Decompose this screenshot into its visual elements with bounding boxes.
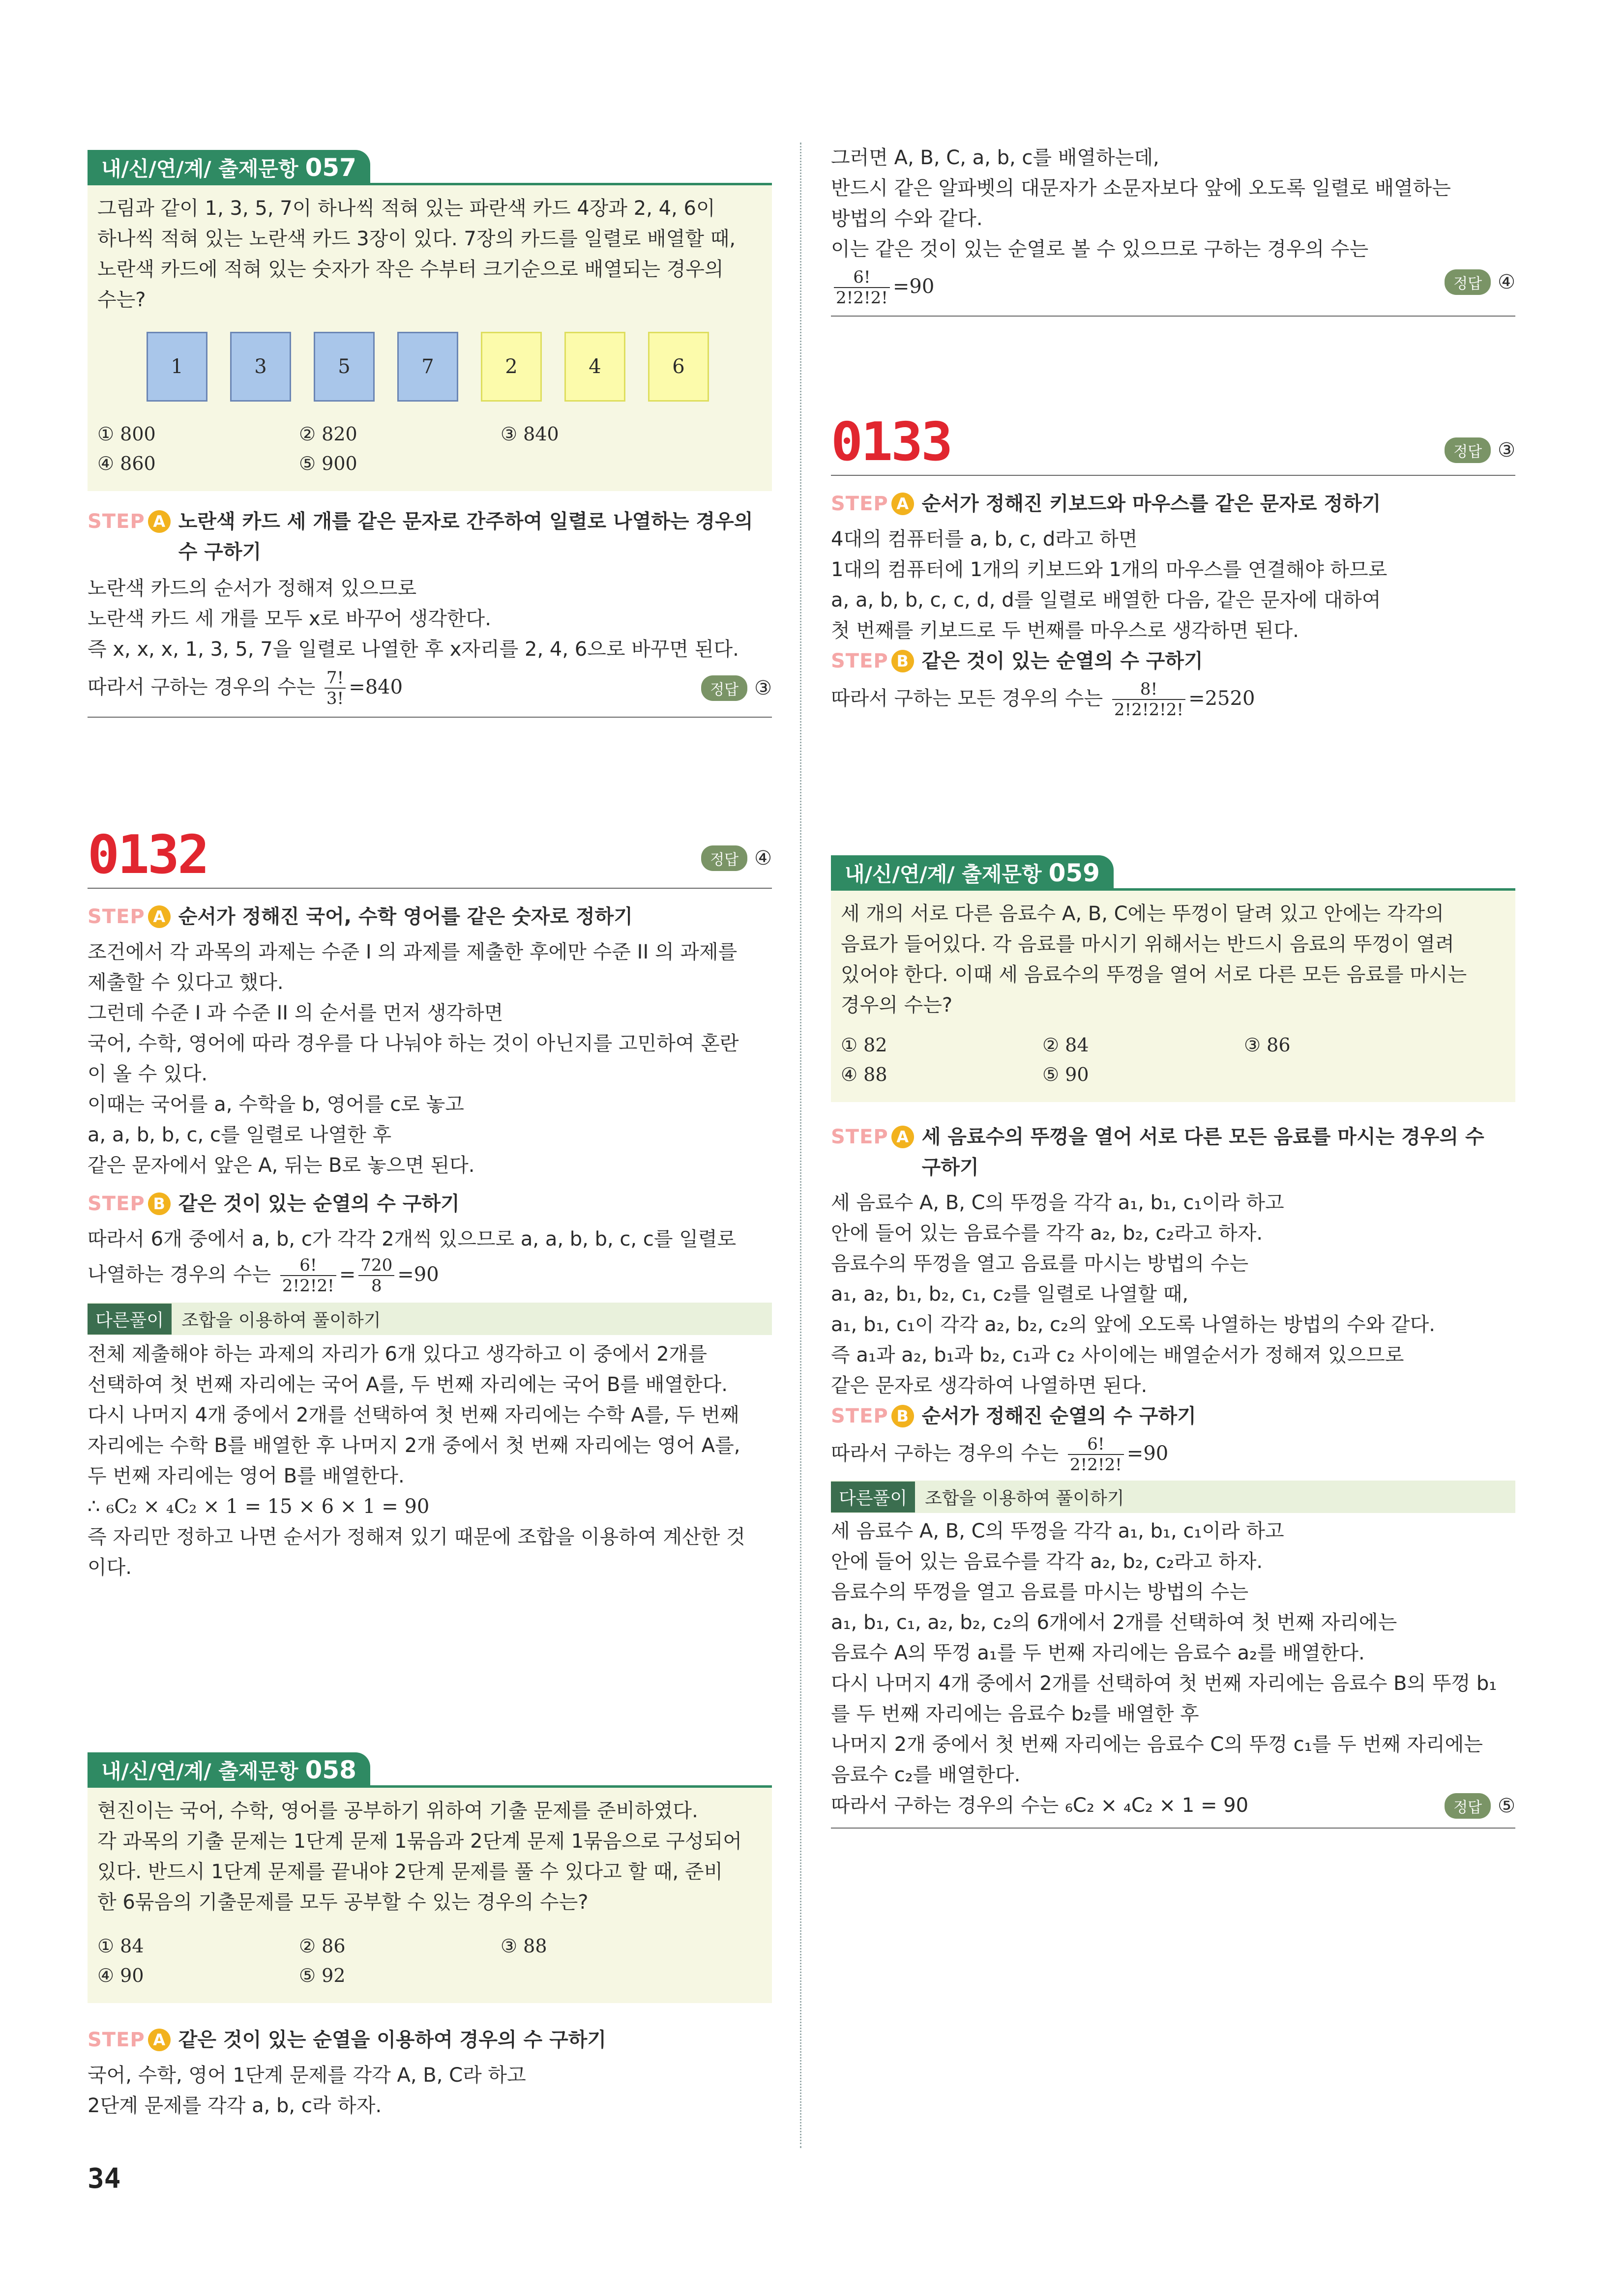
question-line: 노란색 카드에 적혀 있는 숫자가 작은 수부터 크기순으로 배열되는 경우의: [97, 258, 724, 281]
step-title: 순서가 정해진 순열의 수 구하기: [921, 1405, 1196, 1427]
alt-line: 선택하여 첫 번째 자리에는 국어 A를, 두 번째 자리에는 국어 B를 배열한다.: [88, 1373, 728, 1396]
step-a: STEP A 같은 것이 있는 순열을 이용하여 경우의 수 구하기: [88, 2025, 772, 2055]
banner-number: 057: [305, 153, 356, 182]
question-line: 음료가 들어있다. 각 음료를 마시기 위해서는 반드시 음료의 뚜껑이 열려: [841, 933, 1454, 956]
option[interactable]: ④ 88: [841, 1064, 887, 1085]
alt-line: 음료수 c₂를 배열한다.: [831, 1764, 1021, 1786]
solution-line: 세 음료수 A, B, C의 뚜껑을 각각 a₁, b₁, c₁이라 하고: [831, 1192, 1284, 1214]
step-title: 같은 것이 있는 순열의 수 구하기: [178, 1192, 460, 1215]
solution-057: [88, 506, 772, 718]
solution-line: 같은 문자에서 앞은 A, 뒤는 B로 놓으면 된다.: [88, 1154, 475, 1177]
problem-058: [88, 1752, 772, 2121]
result-row: 따라서 구하는 경우의 수는 $\frac{6!}{2!2!2!}$ =90: [831, 1434, 1169, 1475]
step-title: 순서가 정해진 국어, 수학 영어를 같은 숫자로 정하기: [178, 905, 633, 928]
solution-line: 즉 a₁과 a₂, b₁과 b₂, c₁과 c₂ 사이에는 배열순서가 정해져 있으므로: [831, 1344, 1404, 1366]
solution-line: 국어, 수학, 영어에 따라 경우를 다 나눠야 하는 것이 아닌지를 고민하여 혼란: [88, 1032, 739, 1055]
alt-line: 음료수 A의 뚜껑 a₁를 두 번째 자리에는 음료수 a₂를 배열한다.: [831, 1642, 1365, 1664]
step-b: STEP B 같은 것이 있는 순열의 수 구하기: [88, 1189, 772, 1219]
solution-line: 그러면 A, B, C, a, b, c를 배열하는데,: [831, 146, 1159, 169]
solution-line: 조건에서 각 과목의 과제는 수준 I 의 과제를 제출한 후에만 수준 II 의 과제를: [88, 941, 738, 963]
step-title: 세 음료수의 뚜껑을 열어 서로 다른 모든 음료를 마시는 경우의 수 구하기: [921, 1126, 1484, 1179]
option[interactable]: ⑤ 90: [1042, 1064, 1089, 1085]
result-text: 따라서 구하는 경우의 수는: [88, 676, 316, 698]
alt-line: 다시 나머지 4개 중에서 2개를 선택하여 첫 번째 자리에는 음료수 B의 뚜껑 b₁: [831, 1672, 1497, 1695]
alt-solution-tag: 다른풀이: [88, 1304, 172, 1335]
option[interactable]: ① 84: [97, 1935, 144, 1957]
step-badge: A: [148, 905, 171, 928]
alt-line: 이다.: [88, 1556, 132, 1579]
solution-058-continued: [831, 143, 1515, 317]
alt-line: 음료수의 뚜껑을 열고 음료를 마시는 방법의 수는: [831, 1581, 1249, 1603]
solution-line: 같은 문자로 생각하여 나열하면 된다.: [831, 1374, 1148, 1397]
solution-line: 노란색 카드 세 개를 모두 x로 바꾸어 생각한다.: [88, 608, 491, 630]
question-line: 각 과목의 기출 문제는 1단계 문제 1묶음과 2단계 문제 1묶음으로 구성되어: [97, 1830, 742, 1853]
step-title: 같은 것이 있는 순열을 이용하여 경우의 수 구하기: [178, 2029, 607, 2051]
column-divider: [800, 143, 801, 2148]
solution-line: 안에 들어 있는 음료수를 각각 a₂, b₂, c₂라고 하자.: [831, 1222, 1263, 1245]
step-a: STEP A 세 음료수의 뚜껑을 열어 서로 다른 모든 음료를 마시는 경우의 수 구하기: [831, 1122, 1515, 1183]
blue-card: 1: [147, 332, 207, 402]
options: [841, 1030, 1506, 1089]
option[interactable]: ⑤ 92: [299, 1965, 346, 1986]
alt-line: 를 두 번째 자리에는 음료수 b₂를 배열한 후: [831, 1703, 1199, 1725]
problem-057: [88, 150, 772, 491]
alt-solution-header: [831, 1481, 1515, 1513]
banner-tag: 내/신/연/계/ 출제문항 059: [831, 855, 1114, 891]
fraction: $\frac{6!}{2!2!2!}$: [1068, 1434, 1124, 1475]
option[interactable]: ③ 840: [501, 423, 559, 445]
blue-card: 7: [397, 332, 458, 402]
step-badge: B: [148, 1192, 171, 1215]
solution-line: 제출할 수 있다고 했다.: [88, 971, 284, 994]
question-line: 그림과 같이 1, 3, 5, 7이 하나씩 적혀 있는 파란색 카드 4장과 2, 4, 6이: [97, 197, 715, 220]
step-b: STEP B 같은 것이 있는 순열의 수 구하기: [831, 646, 1515, 676]
result-row: 따라서 구하는 모든 경우의 수는 $\frac{8!}{2!2!2!2!}$ =2520: [831, 679, 1255, 720]
question-line: 한 6묶음의 기출문제를 모두 공부할 수 있는 경우의 수는?: [97, 1891, 589, 1914]
fraction: $\frac{6!}{2!2!2!}$: [834, 267, 890, 308]
step-badge: A: [148, 510, 171, 533]
fraction: $\frac{720}{8}$: [358, 1255, 394, 1296]
answer-badge: 정답 ④: [701, 845, 772, 871]
alt-solution-header: [88, 1303, 772, 1335]
banner-058: [88, 1752, 772, 1788]
solution-line: 그런데 수준 I 과 수준 II 의 순서를 먼저 생각하면: [88, 1002, 503, 1024]
solution-line: 국어, 수학, 영어 1단계 문제를 각각 A, B, C라 하고: [88, 2064, 526, 2087]
option[interactable]: ③ 88: [501, 1935, 547, 1957]
alt-line: ∴ ₆C₂ × ₄C₂ × 1 = 15 × 6 × 1 = 90: [88, 1495, 430, 1518]
alt-solution-tag: 다른풀이: [831, 1482, 915, 1512]
answer-badge: 정답 ④: [1445, 269, 1515, 295]
result-value: =840: [349, 676, 403, 698]
question-line: 현진이는 국어, 수학, 영어를 공부하기 위하여 기출 문제를 준비하였다.: [97, 1800, 698, 1822]
banner-057: [88, 150, 772, 185]
step-a: STEP A 순서가 정해진 키보드와 마우스를 같은 문자로 정하기: [831, 489, 1515, 519]
question-line: 있다. 반드시 1단계 문제를 끝내야 2단계 문제를 풀 수 있다고 할 때, 준비: [97, 1860, 723, 1883]
problem-059: [831, 855, 1515, 1829]
result-row: $\frac{6!}{2!2!2!}$ =90 정답 ④: [831, 264, 1515, 309]
alt-solution-title: 조합을 이용하여 풀이하기: [181, 1310, 381, 1331]
question-line: 있어야 한다. 이때 세 음료수의 뚜껑을 열어 서로 다른 모든 음료를 마시는: [841, 963, 1467, 986]
question-line: 하나씩 적혀 있는 노란색 카드 3장이 있다. 7장의 카드를 일렬로 배열할 때,: [97, 228, 736, 250]
solution-line: 첫 번째를 키보드로 두 번째를 마우스로 생각하면 된다.: [831, 619, 1299, 642]
question-line: 세 개의 서로 다른 음료수 A, B, C에는 뚜껑이 달려 있고 안에는 각각의: [841, 902, 1444, 925]
page-number: 34: [88, 2163, 121, 2195]
answer-badge: 정답 ③: [1445, 437, 1515, 463]
step-a: STEP A 순서가 정해진 국어, 수학 영어를 같은 숫자로 정하기: [88, 901, 772, 932]
solution-line: a, a, b, b, c, c를 일렬로 나열한 후: [88, 1124, 392, 1146]
question-box-059: [831, 891, 1515, 1102]
step-title: 순서가 정해진 키보드와 마우스를 같은 문자로 정하기: [921, 493, 1381, 515]
banner-tag: 내/신/연/계/ 출제문항 058: [88, 1752, 370, 1788]
question-line: 경우의 수는?: [841, 994, 953, 1017]
solution-line: 1대의 컴퓨터에 1개의 키보드와 1개의 마우스를 연결해야 하므로: [831, 558, 1388, 581]
banner-059: [831, 855, 1515, 891]
result-row: [88, 668, 772, 707]
question-box-058: [88, 1788, 772, 2003]
step-badge: B: [891, 650, 914, 672]
solution-line: 이 올 수 있다.: [88, 1063, 208, 1085]
solution-line: 반드시 같은 알파벳의 대문자가 소문자보다 앞에 오도록 일렬로 배열하는: [831, 177, 1451, 200]
solution-line: a₁, a₂, b₁, b₂, c₁, c₂를 일렬로 나열할 때,: [831, 1283, 1189, 1306]
fraction: $\frac{8!}{2!2!2!2!}$: [1112, 679, 1185, 720]
step-a: STEP A 노란색 카드 세 개를 같은 문자로 간주하여 일렬로 나열하는 경우의 수 구하기: [88, 506, 772, 567]
alt-line: 두 번째 자리에는 영어 B를 배열한다.: [88, 1465, 405, 1487]
result-row: [831, 1790, 1515, 1822]
alt-line: 나머지 2개 중에서 첫 번째 자리에는 음료수 C의 뚜껑 c₁를 두 번째 자리에는: [831, 1733, 1483, 1756]
alt-line: 자리에는 수학 B를 배열한 후 나머지 2개 중에서 첫 번째 자리에는 영어 A를,: [88, 1434, 740, 1457]
answer-badge: 정답 ③: [701, 675, 772, 701]
step-badge: A: [148, 2029, 171, 2051]
solution-line: 4대의 컴퓨터를 a, b, c, d라고 하면: [831, 528, 1138, 551]
problem-number: 0133: [831, 411, 951, 473]
alt-line: 안에 들어 있는 음료수를 각각 a₂, b₂, c₂라고 하자.: [831, 1550, 1263, 1573]
problem-0132: [88, 826, 772, 1583]
answer-badge: 정답 ⑤: [1445, 1793, 1515, 1819]
step-title: 같은 것이 있는 순열의 수 구하기: [921, 650, 1203, 672]
step-title: 노란색 카드 세 개를 같은 문자로 간주하여 일렬로 나열하는 경우의 수 구하기: [178, 510, 753, 563]
step-b: STEP B 순서가 정해진 순열의 수 구하기: [831, 1401, 1515, 1431]
solution-line: 이는 같은 것이 있는 순열로 볼 수 있으므로 구하는 경우의 수는: [831, 238, 1369, 261]
solution-line: 노란색 카드의 순서가 정해져 있으므로: [88, 577, 417, 600]
solution-line: 음료수의 뚜껑을 열고 음료를 마시는 방법의 수는: [831, 1252, 1249, 1275]
banner-tag: [88, 150, 370, 185]
step-badge: A: [891, 493, 914, 515]
blue-card: 3: [230, 332, 291, 402]
option[interactable]: ③ 86: [1244, 1034, 1291, 1056]
options: [97, 419, 762, 478]
fraction: $\frac{6!}{2!2!2!}$: [280, 1255, 336, 1296]
step-badge: B: [891, 1405, 914, 1427]
alt-line: 다시 나머지 4개 중에서 2개를 선택하여 첫 번째 자리에는 수학 A를, 두 번째: [88, 1404, 739, 1426]
blue-card: 5: [314, 332, 375, 402]
solution-line: 따라서 6개 중에서 a, b, c가 각각 2개씩 있으므로 a, a, b, b, c, c를 일렬로: [88, 1228, 737, 1250]
step-badge: A: [891, 1126, 914, 1148]
banner-label: 내/신/연/계/ 출제문항: [101, 157, 298, 181]
question-line: 수는?: [97, 289, 146, 311]
alt-line: 전체 제출해야 하는 과제의 자리가 6개 있다고 생각하고 이 중에서 2개를: [88, 1343, 707, 1366]
solution-line: 이때는 국어를 a, 수학을 b, 영어를 c로 놓고: [88, 1093, 464, 1116]
option[interactable]: ① 82: [841, 1034, 887, 1056]
yellow-card: 4: [564, 332, 625, 402]
yellow-card: 2: [481, 332, 542, 402]
option[interactable]: ① 800: [97, 423, 156, 445]
option[interactable]: ④ 860: [97, 453, 156, 474]
alt-line: 즉 자리만 정하고 나면 순서가 정해져 있기 때문에 조합을 이용하여 계산한 것: [88, 1526, 745, 1548]
option[interactable]: ② 86: [299, 1935, 346, 1957]
card-row: [147, 332, 762, 402]
fraction: $\frac{7!}{3!}$: [325, 668, 346, 708]
yellow-card: 6: [648, 332, 709, 402]
solution-line: 방법의 수와 같다.: [831, 207, 983, 230]
alt-line: a₁, b₁, c₁, a₂, b₂, c₂의 6개에서 2개를 선택하여 첫 번째 자리에는: [831, 1611, 1397, 1634]
options: [97, 1931, 762, 1990]
alt-result: 따라서 구하는 경우의 수는 ₆C₂ × ₄C₂ × 1 = 90: [831, 1794, 1249, 1817]
question-box-057: [88, 185, 772, 491]
problem-number: 0132: [88, 824, 208, 886]
option[interactable]: ② 84: [1042, 1034, 1089, 1056]
solution-line: 2단계 문제를 각각 a, b, c라 하자.: [88, 2094, 382, 2117]
result-row: 나열하는 경우의 수는 $\frac{6!}{2!2!2!}$ = $\frac{720}{8}$ =90: [88, 1255, 439, 1296]
solution-line: a, a, b, b, c, c, d, d를 일렬로 배열한 다음, 같은 문자에 대하여: [831, 589, 1381, 611]
solution-line: a₁, b₁, c₁이 각각 a₂, b₂, c₂의 앞에 오도록 나열하는 방법의 수와 같다.: [831, 1313, 1435, 1336]
alt-line: 세 음료수 A, B, C의 뚜껑을 각각 a₁, b₁, c₁이라 하고: [831, 1520, 1284, 1542]
problem-0133: [831, 413, 1515, 721]
option[interactable]: ② 820: [299, 423, 357, 445]
option[interactable]: ⑤ 900: [299, 453, 357, 474]
alt-solution-title: 조합을 이용하여 풀이하기: [925, 1488, 1124, 1509]
solution-line: 즉 x, x, x, 1, 3, 5, 7을 일렬로 나열한 후 x자리를 2, 4, 6으로 바꾸면 된다.: [88, 638, 739, 661]
option[interactable]: ④ 90: [97, 1965, 144, 1986]
